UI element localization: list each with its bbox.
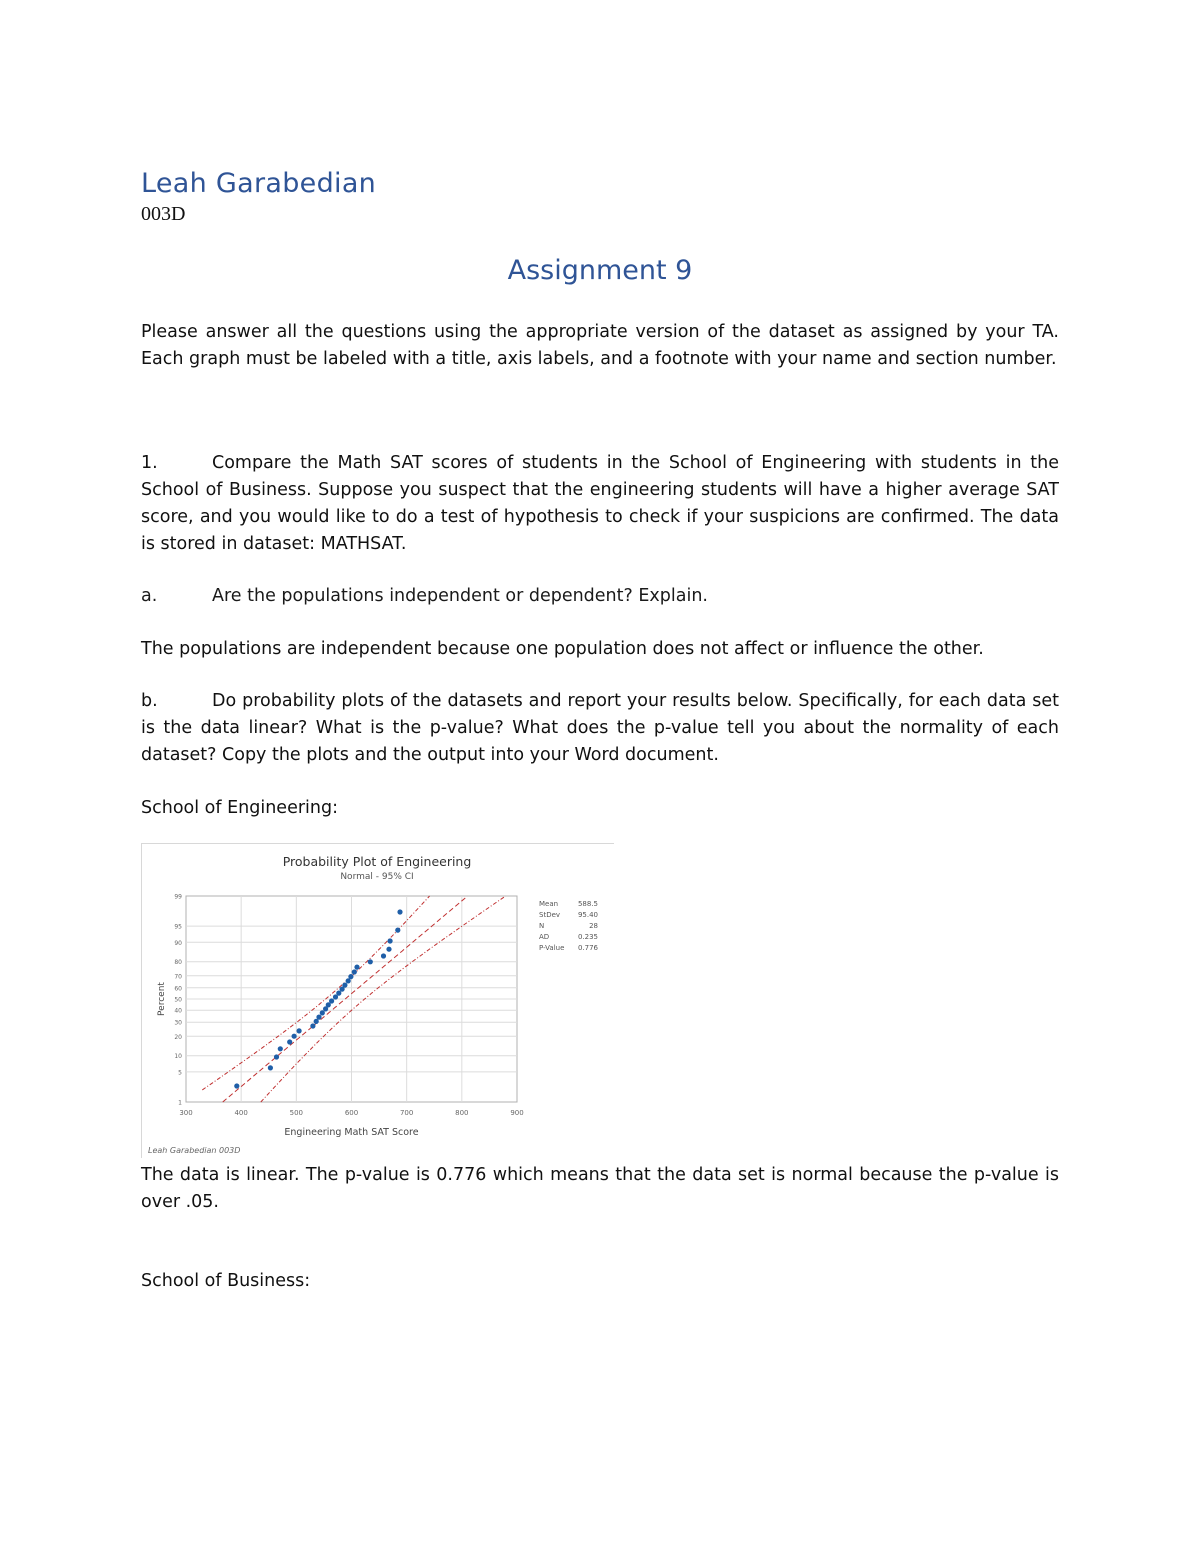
y-tick-label: 90 [174, 939, 182, 947]
x-tick-label: 400 [234, 1109, 248, 1117]
x-tick-label: 500 [289, 1109, 304, 1117]
data-point [278, 1046, 283, 1051]
stats-label: N [539, 922, 545, 930]
stats-label: StDev [539, 911, 561, 919]
data-point [320, 1010, 325, 1015]
stats-value: 95.40 [577, 911, 598, 919]
part-b-text: Do probability plots of the datasets and report your results below. Specifically, for each data set is the data linear? What is the p-value? What does the p-value tell you about the normality of each dataset? Copy the plots and the output into your Word document. [141, 691, 1059, 765]
part-a-text: Are the populations independent or dependent? Explain. [212, 586, 708, 606]
data-point [381, 953, 386, 958]
data-point [310, 1023, 315, 1028]
data-point [234, 1083, 239, 1088]
data-point [292, 1034, 297, 1039]
x-axis-label: Engineering Math SAT Score [284, 1127, 419, 1138]
stats-label: P-Value [539, 944, 565, 952]
document-title: Assignment 9 [507, 255, 693, 286]
data-point [348, 974, 353, 979]
question-1-number: 1. [141, 453, 158, 473]
data-point [274, 1054, 279, 1059]
x-tick-label: 300 [179, 1109, 193, 1117]
data-point [329, 998, 334, 1003]
data-point [386, 947, 391, 952]
stats-value: 588.5 [577, 900, 598, 908]
y-tick-label: 5 [178, 1069, 182, 1077]
part-b-question [141, 688, 1059, 769]
engineering-answer: The data is linear. The p-value is 0.776 which means that the data set is normal because the p-value is over .05. [141, 1165, 1059, 1212]
y-tick-label: 30 [174, 1019, 182, 1027]
probability-plot [142, 844, 614, 1158]
y-tick-label: 50 [174, 996, 182, 1004]
stats-value: 0.776 [577, 944, 598, 952]
y-tick-label: 99 [174, 893, 182, 901]
y-tick-label: 1 [178, 1099, 182, 1107]
author-name: Leah Garabedian [141, 168, 377, 199]
x-tick-label: 700 [399, 1109, 414, 1117]
data-point [388, 938, 393, 943]
business-heading: School of Business: [141, 1271, 311, 1291]
data-point [368, 959, 373, 964]
y-tick-label: 70 [174, 973, 182, 981]
data-point [297, 1028, 302, 1033]
x-tick-label: 800 [455, 1109, 469, 1117]
data-point [354, 965, 359, 970]
y-tick-label: 40 [174, 1007, 182, 1015]
y-tick-label: 10 [174, 1053, 182, 1061]
y-tick-label: 80 [174, 959, 182, 967]
chart-footnote: Leah Garabedian 003D [148, 1146, 241, 1155]
chart-title: Probability Plot of Engineering [282, 854, 472, 869]
x-tick-label: 600 [344, 1109, 359, 1117]
question-1-text: Compare the Math SAT scores of students in the School of Engineering with students in the School of Business. Suppose you suspect that the engineering students will have a higher average SAT score, and you would like to do a test of hypothesis to check if your suspicions are confirmed. The data is stored in dataset: MATHSAT. [141, 453, 1059, 554]
stats-label: AD [539, 933, 550, 941]
stats-value: 28 [589, 922, 598, 930]
data-point [346, 978, 351, 983]
engineering-heading: School of Engineering: [141, 798, 338, 818]
stats-value: 0.235 [577, 933, 598, 941]
data-point [316, 1015, 321, 1020]
instructions-paragraph: Please answer all the questions using the appropriate version of the dataset as assigned by your TA. Each graph must be labeled with a title, axis labels, and a footnote with your name and section number. [141, 322, 1059, 369]
data-point [352, 969, 357, 974]
y-tick-label: 60 [174, 985, 182, 993]
y-tick-label: 20 [174, 1033, 182, 1041]
question-1 [141, 450, 1059, 558]
part-b-label: b. [141, 691, 158, 711]
data-point [336, 991, 341, 996]
probability-plot-image [141, 843, 614, 1158]
data-point [397, 909, 402, 914]
part-a-answer: The populations are independent because one population does not affect or influence the other. [141, 639, 984, 659]
data-point [395, 928, 400, 933]
x-tick-label: 900 [510, 1109, 524, 1117]
section-number: 003D [141, 203, 186, 225]
data-point [314, 1019, 319, 1024]
data-point [287, 1039, 292, 1044]
data-point [268, 1065, 273, 1070]
chart-subtitle: Normal - 95% CI [340, 872, 414, 882]
part-a-label: a. [141, 586, 158, 606]
stats-label: Mean [539, 900, 559, 908]
y-tick-label: 95 [174, 923, 182, 931]
y-axis-label: Percent [157, 982, 167, 1016]
data-point [342, 983, 347, 988]
